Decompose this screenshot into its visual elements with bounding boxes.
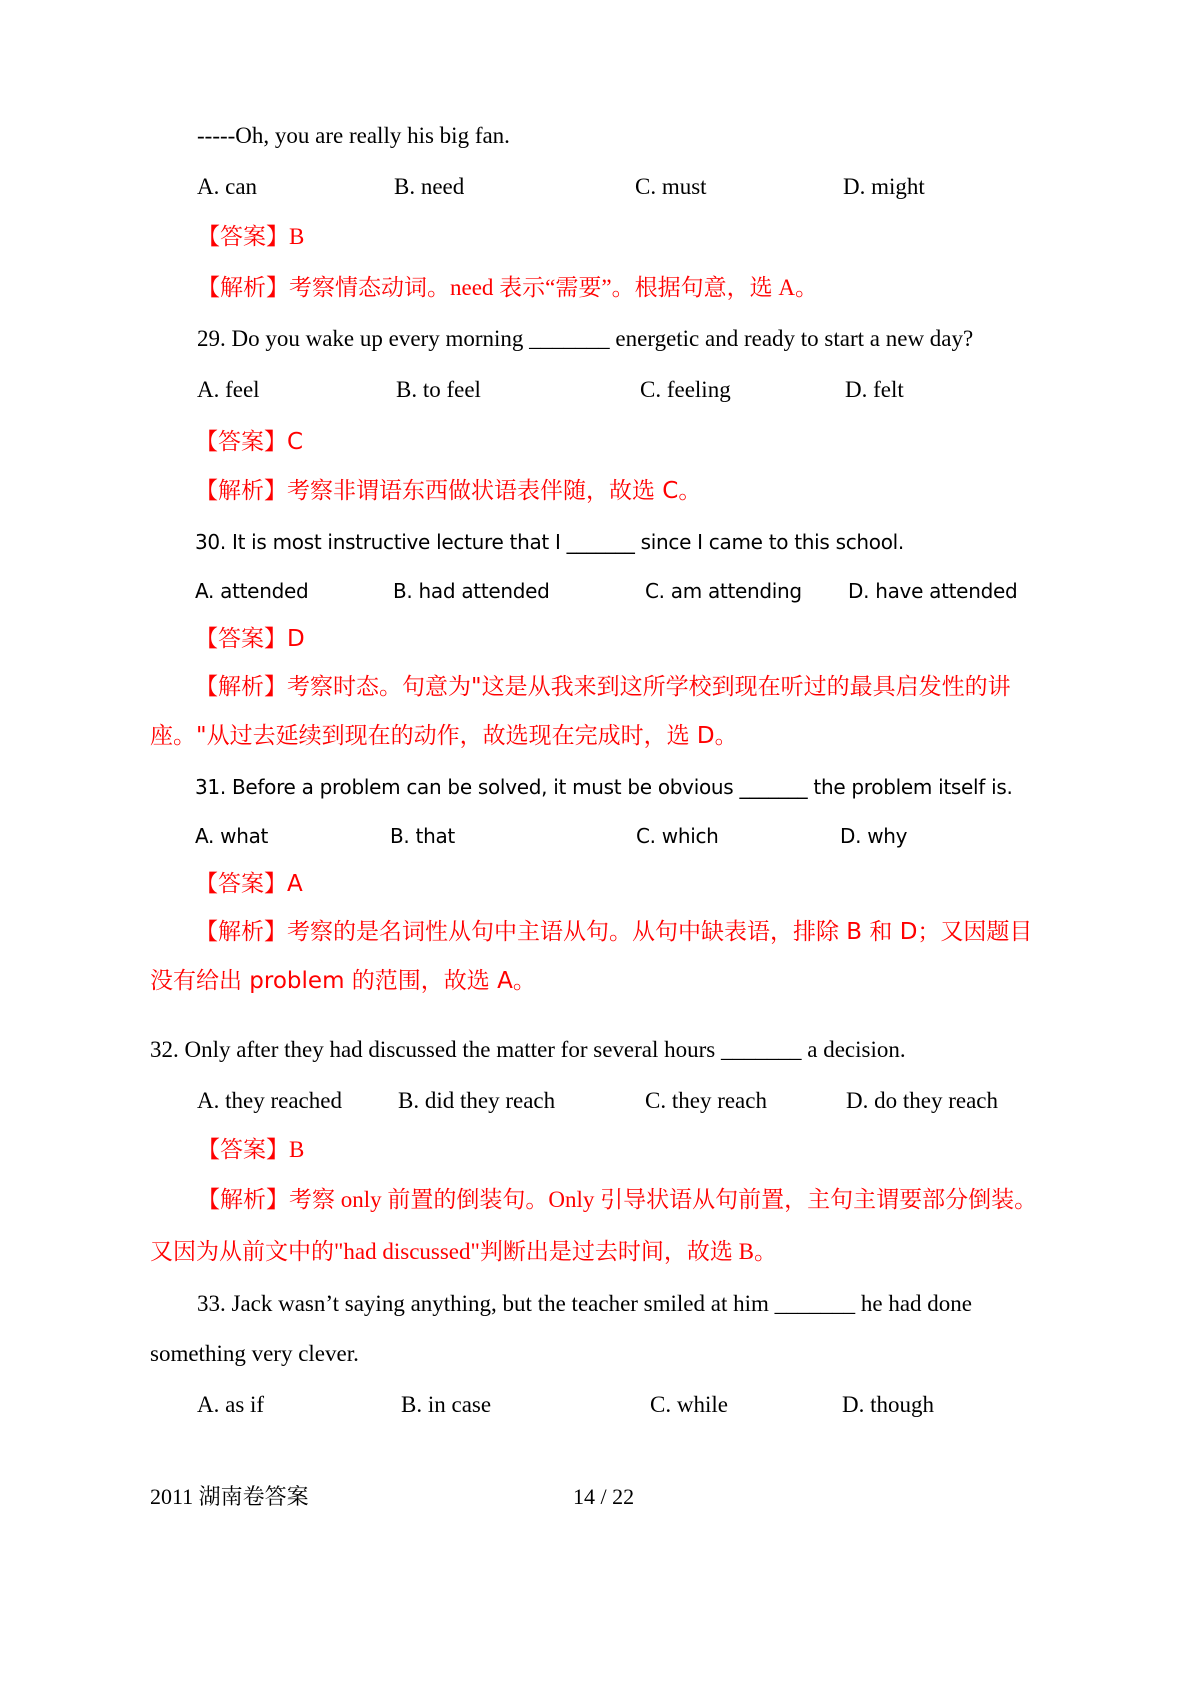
- q28-option-a: A. can: [197, 174, 258, 199]
- q28-option-d: D. might: [843, 174, 925, 199]
- q30-analysis-line1: 【解析】考察时态。句意为"这是从我来到这所学校到现在听过的最具启发性的讲: [195, 674, 1011, 700]
- q31-answer: 【答案】A: [195, 871, 303, 897]
- q33-question-line2: something very clever.: [150, 1341, 359, 1366]
- q33-option-c: C. while: [650, 1392, 728, 1417]
- q32-option-b: B. did they reach: [398, 1088, 556, 1113]
- q29-option-a: A. feel: [197, 377, 260, 402]
- q33-option-d: D. though: [842, 1392, 934, 1417]
- q28-answer: 【答案】B: [197, 224, 305, 249]
- q30-answer: 【答案】D: [195, 626, 305, 652]
- q28-option-b: B. need: [394, 174, 465, 199]
- q29-option-c: C. feeling: [640, 377, 731, 402]
- q32-option-a: A. they reached: [197, 1088, 342, 1113]
- q32-analysis-line2: 又因为从前文中的"had discussed"判断出是过去时间，故选 B。: [150, 1239, 777, 1264]
- footer-page-number: 14 / 22: [573, 1484, 635, 1509]
- q32-option-c: C. they reach: [645, 1088, 767, 1113]
- q31-analysis-line1: 【解析】考察的是名词性从句中主语从句。从句中缺表语，排除 B 和 D；又因题目: [195, 919, 1033, 945]
- q31-option-c: C. which: [636, 824, 719, 848]
- q30-option-b: B. had attended: [393, 579, 550, 603]
- q31-option-b: B. that: [390, 824, 455, 848]
- q29-option-b: B. to feel: [396, 377, 481, 402]
- q30-option-c: C. am attending: [645, 579, 802, 603]
- footer-title: 2011 湖南卷答案: [150, 1484, 309, 1509]
- q31-option-a: A. what: [195, 824, 269, 848]
- q30-option-d: D. have attended: [848, 579, 1018, 603]
- q29-question: 29. Do you wake up every morning _______ energetic and ready to start a new day?: [197, 326, 974, 351]
- q33-option-b: B. in case: [401, 1392, 492, 1417]
- q31-analysis-line2: 没有给出 problem 的范围，故选 A。: [150, 968, 536, 994]
- q28-option-c: C. must: [635, 174, 707, 199]
- q29-answer: 【答案】C: [195, 429, 304, 455]
- q33-question-line1: 33. Jack wasn’t saying anything, but the teacher smiled at him _______ he had done: [197, 1291, 973, 1316]
- q32-analysis-line1: 【解析】考察 only 前置的倒装句。Only 引导状语从句前置，主句主谓要部分倒装。: [197, 1187, 1038, 1212]
- q29-analysis: 【解析】考察非谓语东西做状语表伴随，故选 C。: [195, 478, 702, 504]
- q30-question: 30. It is most instructive lecture that I _______ since I came to this school.: [195, 530, 904, 554]
- q28-reply: -----Oh, you are really his big fan.: [197, 123, 510, 148]
- q32-answer: 【答案】B: [197, 1137, 305, 1162]
- q30-option-a: A. attended: [195, 579, 309, 603]
- q32-option-d: D. do they reach: [846, 1088, 998, 1113]
- q30-analysis-line2: 座。"从过去延续到现在的动作，故选现在完成时，选 D。: [150, 723, 738, 749]
- q31-option-d: D. why: [840, 824, 908, 848]
- q33-option-a: A. as if: [197, 1392, 265, 1417]
- q28-analysis: 【解析】考察情态动词。need 表示“需要”。根据句意，选 A。: [197, 275, 818, 300]
- q32-question: 32. Only after they had discussed the matter for several hours _______ a decision.: [150, 1037, 906, 1062]
- q31-question: 31. Before a problem can be solved, it must be obvious _______ the problem itself is.: [195, 775, 1013, 799]
- q29-option-d: D. felt: [845, 377, 904, 402]
